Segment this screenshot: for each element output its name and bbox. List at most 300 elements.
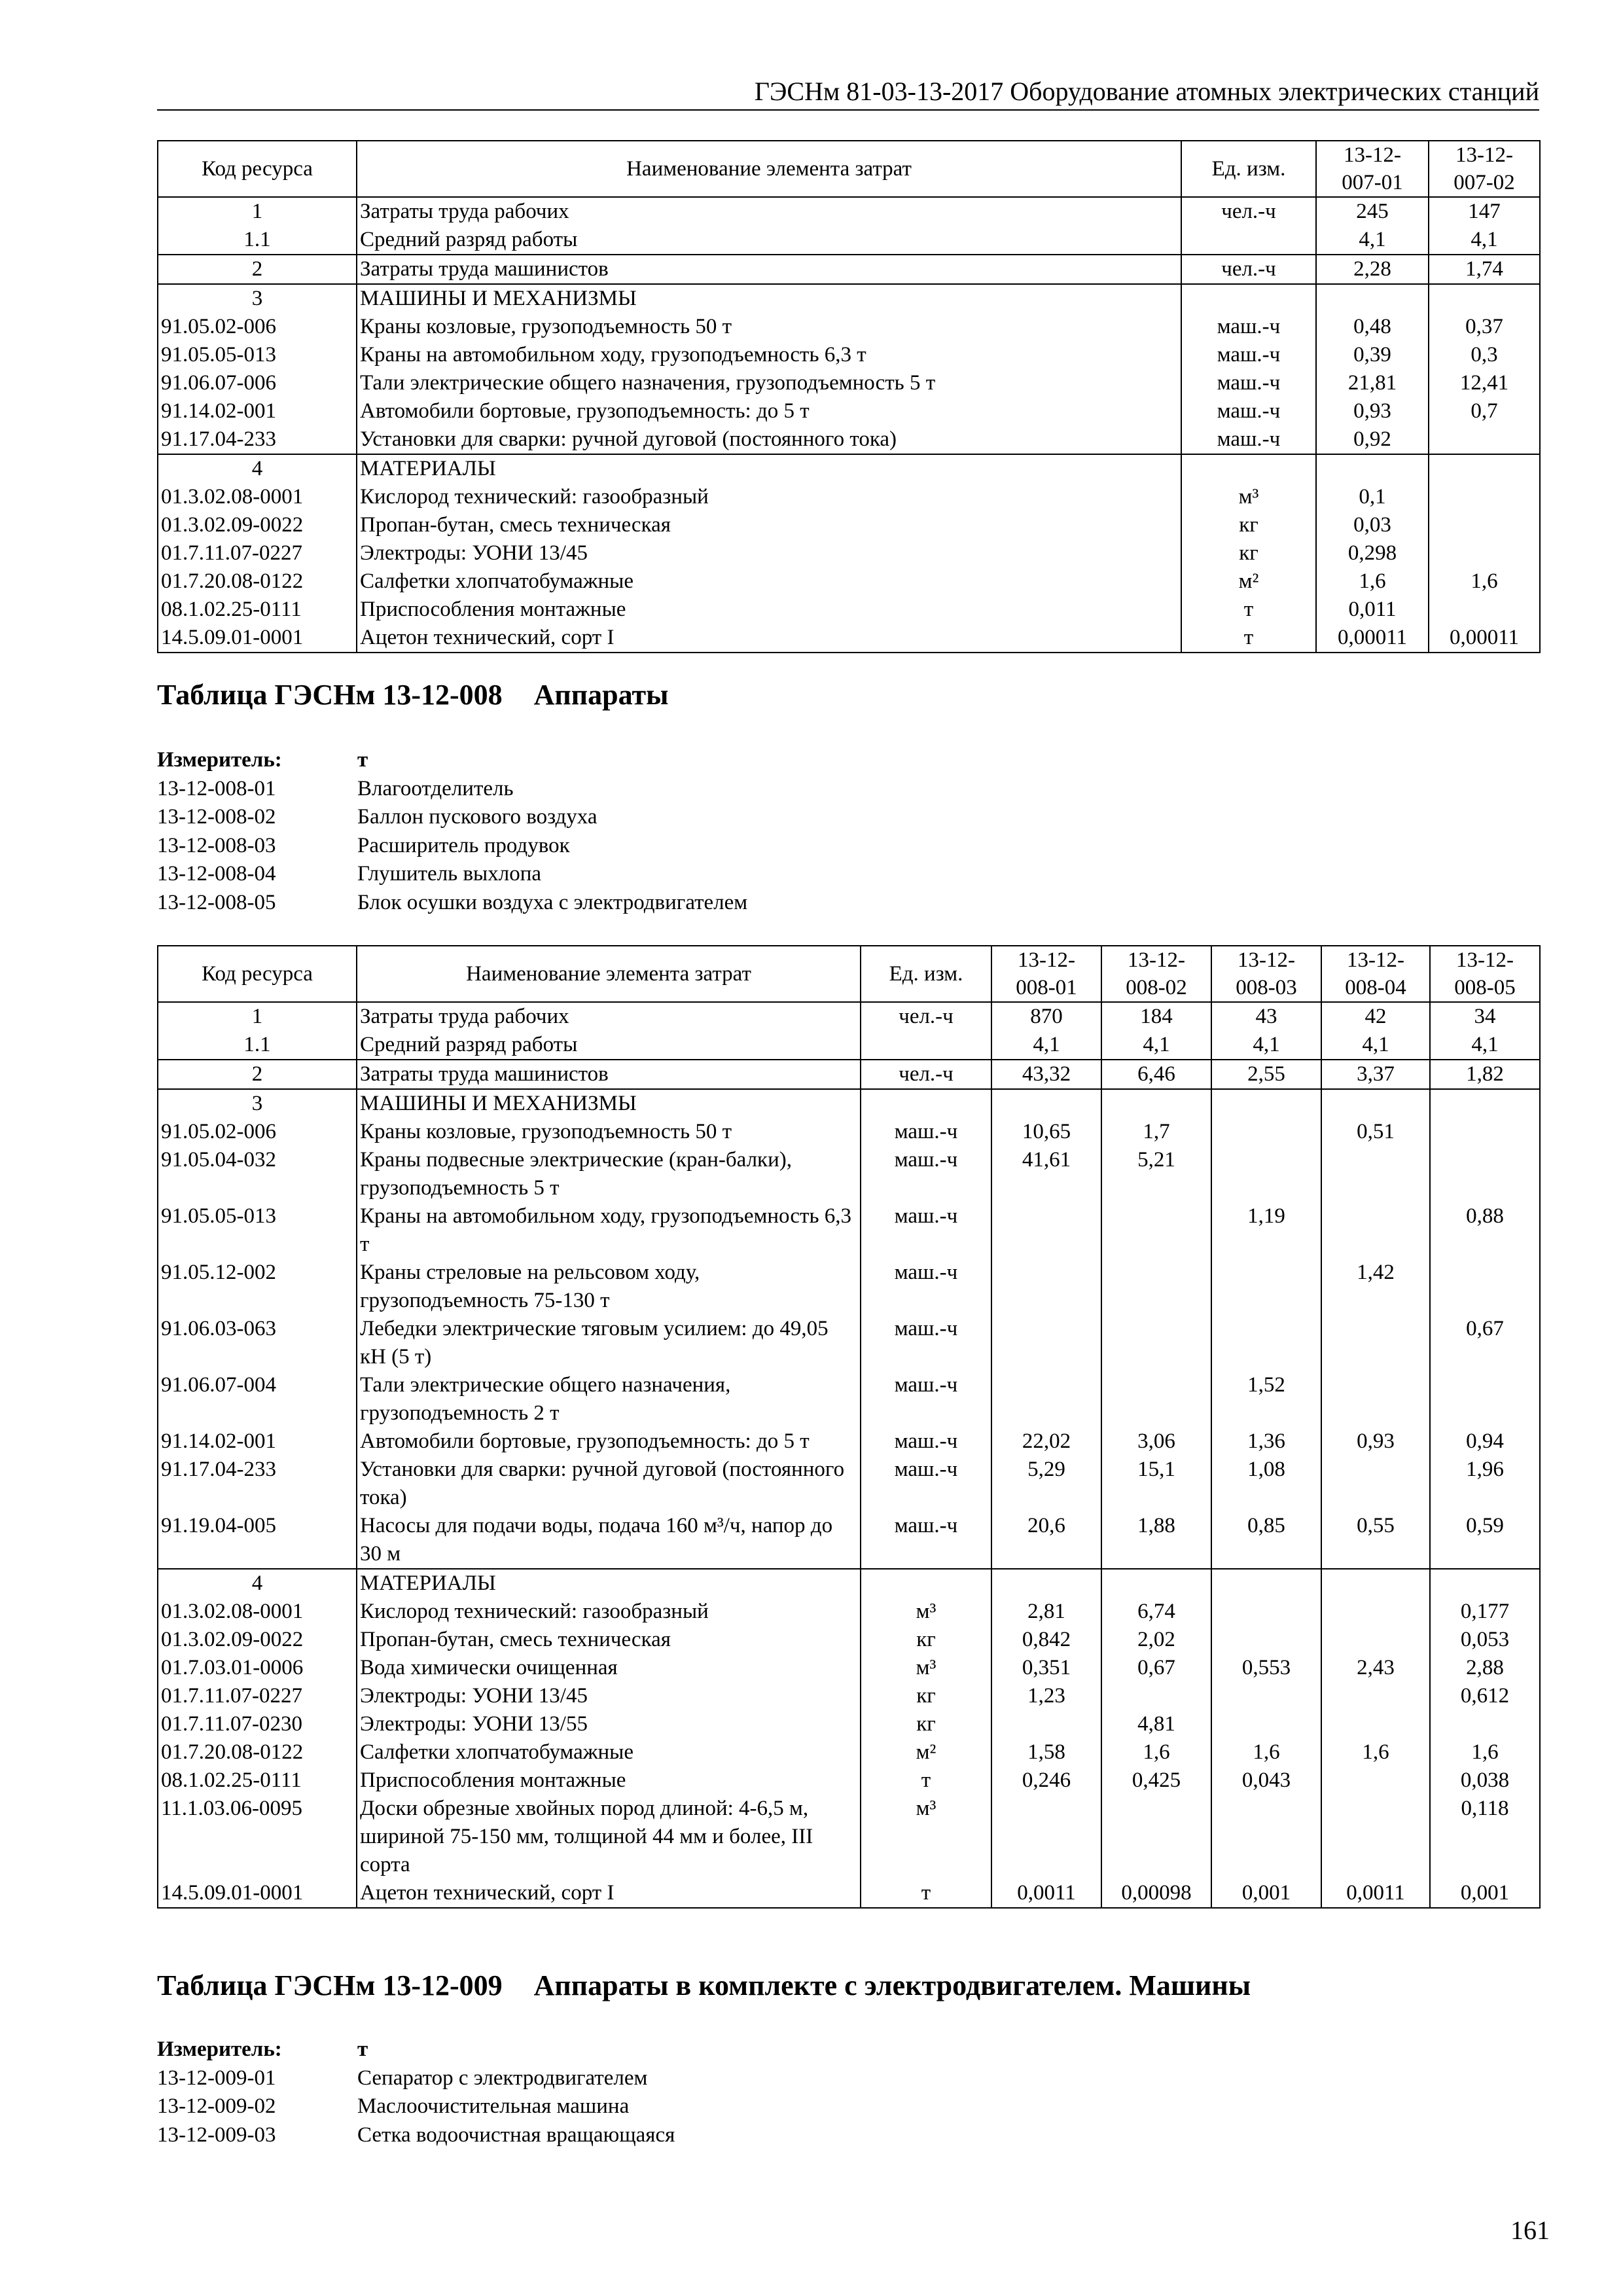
resource-value xyxy=(1211,1682,1321,1710)
table-row xyxy=(158,511,1540,539)
resource-name: Краны козловые, грузоподъемность 50 т xyxy=(357,313,1181,341)
resource-value: 1,6 xyxy=(1430,1738,1540,1767)
measure-item-code: 13-12-008-04 xyxy=(157,862,276,886)
resource-value: 0,39 xyxy=(1316,341,1429,369)
table-row xyxy=(158,1738,1540,1767)
resource-value: 0,00011 xyxy=(1429,624,1540,653)
resource-value: 0,85 xyxy=(1211,1512,1321,1569)
resource-unit: м² xyxy=(861,1738,991,1767)
resource-name: Затраты труда машинистов xyxy=(357,255,1181,284)
resource-value xyxy=(1429,596,1540,624)
table-title-13-12-008 xyxy=(157,678,668,711)
measure-item-code: 13-12-009-01 xyxy=(157,2066,276,2090)
resource-value: 0,001 xyxy=(1211,1879,1321,1908)
table-row xyxy=(158,454,1540,483)
resource-name: Электроды: УОНИ 13/45 xyxy=(357,1682,861,1710)
measure-block-13-12-009 xyxy=(157,2036,675,2149)
table-row xyxy=(158,1259,1540,1315)
resource-unit: т xyxy=(1181,596,1316,624)
table-title-name: Аппараты в комплекте с электродвигателем. Машины xyxy=(533,1969,1251,2001)
table-row xyxy=(158,1710,1540,1738)
table-row xyxy=(158,1118,1540,1146)
column-header: Наименование элемента затрат xyxy=(357,946,861,1002)
resource-value xyxy=(1321,1315,1430,1371)
measure-block-13-12-008 xyxy=(157,746,747,917)
resource-code: 11.1.03.06-0095 xyxy=(158,1795,357,1879)
resource-code: 2 xyxy=(158,255,357,284)
resource-unit: чел.-ч xyxy=(1181,197,1316,226)
resource-value: 1,19 xyxy=(1211,1202,1321,1259)
column-header: Наименование элемента затрат xyxy=(357,141,1181,197)
resource-unit xyxy=(1181,454,1316,483)
resource-name: МАТЕРИАЛЫ xyxy=(357,454,1181,483)
resource-value: 0,1 xyxy=(1316,483,1429,511)
resource-value: 0,298 xyxy=(1316,539,1429,567)
resource-value: 4,1 xyxy=(1316,226,1429,255)
resource-unit: маш.-ч xyxy=(861,1315,991,1371)
resource-code: 1 xyxy=(158,197,357,226)
resource-value: 0,246 xyxy=(991,1767,1101,1795)
resource-name: Кислород технический: газообразный xyxy=(357,1598,861,1626)
resource-value: 1,08 xyxy=(1211,1456,1321,1512)
resource-value: 870 xyxy=(991,1002,1101,1031)
resource-unit: кг xyxy=(1181,539,1316,567)
resource-value xyxy=(1316,284,1429,313)
resource-value xyxy=(1430,1089,1540,1118)
resource-value: 0,043 xyxy=(1211,1767,1321,1795)
resource-name: Средний разряд работы xyxy=(357,226,1181,255)
resource-value xyxy=(1430,1371,1540,1427)
resource-value xyxy=(1430,1569,1540,1598)
resource-code: 91.14.02-001 xyxy=(158,1427,357,1456)
resource-value xyxy=(1211,1089,1321,1118)
resource-value: 0,92 xyxy=(1316,425,1429,454)
resource-value xyxy=(1321,1710,1430,1738)
resource-code: 4 xyxy=(158,1569,357,1598)
resource-value xyxy=(1211,1146,1321,1202)
table-row xyxy=(158,1767,1540,1795)
resource-value: 0,37 xyxy=(1429,313,1540,341)
resource-value xyxy=(1101,1089,1211,1118)
table-row xyxy=(158,1202,1540,1259)
table-row xyxy=(158,1795,1540,1879)
resource-value: 5,29 xyxy=(991,1456,1101,1512)
table-row xyxy=(158,567,1540,596)
table-row xyxy=(158,1315,1540,1371)
resource-value xyxy=(1321,1371,1430,1427)
resource-value xyxy=(1211,1795,1321,1879)
resource-name: МАШИНЫ И МЕХАНИЗМЫ xyxy=(357,284,1181,313)
resource-unit xyxy=(1181,226,1316,255)
resource-code: 01.3.02.09-0022 xyxy=(158,1626,357,1654)
resource-name: Электроды: УОНИ 13/55 xyxy=(357,1710,861,1738)
resource-code: 91.17.04-233 xyxy=(158,1456,357,1512)
table-row xyxy=(158,539,1540,567)
resource-unit: кг xyxy=(861,1710,991,1738)
resource-code: 91.05.02-006 xyxy=(158,313,357,341)
resource-unit: маш.-ч xyxy=(861,1512,991,1569)
measure-item xyxy=(157,775,747,804)
table-title-name: Аппараты xyxy=(533,679,669,711)
resource-code: 01.7.03.01-0006 xyxy=(158,1654,357,1682)
resource-value xyxy=(1101,1569,1211,1598)
resource-value: 0,425 xyxy=(1101,1767,1211,1795)
resource-value: 0,51 xyxy=(1321,1118,1430,1146)
resource-code: 91.05.04-032 xyxy=(158,1146,357,1202)
resource-unit: кг xyxy=(1181,511,1316,539)
measure-item-code: 13-12-009-02 xyxy=(157,2094,276,2118)
resource-value: 0,3 xyxy=(1429,341,1540,369)
resource-value: 12,41 xyxy=(1429,369,1540,397)
resource-name: Установки для сварки: ручной дуговой (постоянного тока) xyxy=(357,1456,861,1512)
resource-value: 0,553 xyxy=(1211,1654,1321,1682)
resource-unit: кг xyxy=(861,1626,991,1654)
resource-value: 1,52 xyxy=(1211,1371,1321,1427)
table-row xyxy=(158,284,1540,313)
resource-value: 2,55 xyxy=(1211,1060,1321,1089)
resource-name: Лебедки электрические тяговым усилием: до 49,05 кН (5 т) xyxy=(357,1315,861,1371)
resource-unit: чел.-ч xyxy=(1181,255,1316,284)
resource-value xyxy=(1321,1767,1430,1795)
resource-code: 91.19.04-005 xyxy=(158,1512,357,1569)
resource-value: 1,58 xyxy=(991,1738,1101,1767)
resource-value xyxy=(1321,1795,1430,1879)
resource-value xyxy=(991,1795,1101,1879)
resource-name: Салфетки хлопчатобумажные xyxy=(357,1738,861,1767)
measure-item-code: 13-12-008-05 xyxy=(157,890,276,914)
resource-unit: кг xyxy=(861,1682,991,1710)
resource-unit: м³ xyxy=(861,1654,991,1682)
resource-value: 0,93 xyxy=(1321,1427,1430,1456)
measure-item-name: Расширитель продувок xyxy=(357,833,570,857)
resource-name: Насосы для подачи воды, подача 160 м³/ч, напор до 30 м xyxy=(357,1512,861,1569)
resource-value: 4,1 xyxy=(1211,1031,1321,1060)
resource-value: 0,94 xyxy=(1430,1427,1540,1456)
resource-code: 91.06.07-006 xyxy=(158,369,357,397)
resource-unit: маш.-ч xyxy=(861,1456,991,1512)
resource-value: 21,81 xyxy=(1316,369,1429,397)
measure-item-name: Сепаратор с электродвигателем xyxy=(357,2066,648,2090)
table-row xyxy=(158,1682,1540,1710)
measure-item xyxy=(157,2092,675,2121)
resource-code: 91.17.04-233 xyxy=(158,425,357,454)
measure-item xyxy=(157,803,747,832)
resource-value: 43,32 xyxy=(991,1060,1101,1089)
table-row xyxy=(158,1569,1540,1598)
table-title-number: Таблица ГЭСНм 13-12-008 xyxy=(157,679,503,711)
resource-name: МАШИНЫ И МЕХАНИЗМЫ xyxy=(357,1089,861,1118)
resource-value xyxy=(991,1569,1101,1598)
resource-unit xyxy=(1181,284,1316,313)
resource-unit: маш.-ч xyxy=(861,1259,991,1315)
resource-value xyxy=(1430,1710,1540,1738)
table-row xyxy=(158,226,1540,255)
measure-label: Измеритель: xyxy=(157,748,282,772)
resource-name: Автомобили бортовые, грузоподъемность: до 5 т xyxy=(357,1427,861,1456)
resource-code: 1.1 xyxy=(158,1031,357,1060)
resource-value: 1,6 xyxy=(1316,567,1429,596)
resource-value: 1,7 xyxy=(1101,1118,1211,1146)
table-row xyxy=(158,1654,1540,1682)
resource-value xyxy=(991,1259,1101,1315)
resource-code: 3 xyxy=(158,1089,357,1118)
resource-code: 2 xyxy=(158,1060,357,1089)
resource-unit: маш.-ч xyxy=(861,1202,991,1259)
resource-value xyxy=(1101,1259,1211,1315)
resource-code: 91.14.02-001 xyxy=(158,397,357,425)
table-row xyxy=(158,425,1540,454)
resource-value xyxy=(991,1315,1101,1371)
resource-value xyxy=(991,1089,1101,1118)
measure-item-name: Влагоотделитель xyxy=(357,776,514,800)
resource-name: Тали электрические общего назначения, грузоподъемность 5 т xyxy=(357,369,1181,397)
resource-value xyxy=(1211,1598,1321,1626)
resource-value: 0,88 xyxy=(1430,1202,1540,1259)
column-header: Ед. изм. xyxy=(1181,141,1316,197)
measure-item-name: Маслоочистительная машина xyxy=(357,2094,630,2118)
resource-unit: м² xyxy=(1181,567,1316,596)
table-row xyxy=(158,313,1540,341)
resource-value xyxy=(1321,1682,1430,1710)
resource-code: 01.7.11.07-0227 xyxy=(158,1682,357,1710)
resource-code: 01.3.02.08-0001 xyxy=(158,1598,357,1626)
resource-code: 01.3.02.08-0001 xyxy=(158,483,357,511)
resource-value: 22,02 xyxy=(991,1427,1101,1456)
resource-code: 91.05.05-013 xyxy=(158,341,357,369)
resource-value: 4,1 xyxy=(1321,1031,1430,1060)
resource-name: Тали электрические общего назначения, грузоподъемность 2 т xyxy=(357,1371,861,1427)
resource-value: 0,177 xyxy=(1430,1598,1540,1626)
table-row xyxy=(158,624,1540,653)
table-row xyxy=(158,1060,1540,1089)
resource-value: 0,053 xyxy=(1430,1626,1540,1654)
resource-value xyxy=(1211,1710,1321,1738)
resource-value xyxy=(1430,1118,1540,1146)
table-row xyxy=(158,1598,1540,1626)
resource-value xyxy=(1429,539,1540,567)
resource-value: 0,00098 xyxy=(1101,1879,1211,1908)
resource-value: 4,1 xyxy=(991,1031,1101,1060)
resource-unit: т xyxy=(861,1767,991,1795)
measure-item-name: Сетка водоочистная вращающаяся xyxy=(357,2123,675,2147)
resource-unit xyxy=(861,1089,991,1118)
resource-value: 0,93 xyxy=(1316,397,1429,425)
table-row xyxy=(158,596,1540,624)
resource-value: 0,612 xyxy=(1430,1682,1540,1710)
resource-unit: м³ xyxy=(861,1795,991,1879)
resource-code: 01.3.02.09-0022 xyxy=(158,511,357,539)
resource-name: Пропан-бутан, смесь техническая xyxy=(357,511,1181,539)
resource-name: Краны на автомобильном ходу, грузоподъемность 6,3 т xyxy=(357,1202,861,1259)
resource-value: 41,61 xyxy=(991,1146,1101,1202)
resource-value: 0,00011 xyxy=(1316,624,1429,653)
resource-value: 0,48 xyxy=(1316,313,1429,341)
column-header: 13-12- 007-01 xyxy=(1316,141,1429,197)
resource-value: 0,842 xyxy=(991,1626,1101,1654)
resource-value: 0,351 xyxy=(991,1654,1101,1682)
resource-value xyxy=(1321,1146,1430,1202)
running-header: ГЭСНм 81-03-13-2017 Оборудование атомных электрических станций xyxy=(157,76,1539,111)
measure-label: Измеритель: xyxy=(157,2037,282,2061)
resource-value xyxy=(1101,1795,1211,1879)
resource-name: Установки для сварки: ручной дуговой (постоянного тока) xyxy=(357,425,1181,454)
resource-unit: т xyxy=(861,1879,991,1908)
resource-value: 0,59 xyxy=(1430,1512,1540,1569)
table-row xyxy=(158,1146,1540,1202)
resource-value: 0,011 xyxy=(1316,596,1429,624)
table-title-13-12-009 xyxy=(157,1969,1251,2002)
column-header: 13-12- 008-02 xyxy=(1101,946,1211,1002)
resource-value: 34 xyxy=(1430,1002,1540,1031)
resource-value: 0,0011 xyxy=(1321,1879,1430,1908)
resource-unit: маш.-ч xyxy=(861,1118,991,1146)
table-header-row xyxy=(158,946,1540,1002)
resource-value: 3,06 xyxy=(1101,1427,1211,1456)
resource-unit: м³ xyxy=(1181,483,1316,511)
resource-code: 14.5.09.01-0001 xyxy=(158,624,357,653)
resource-value xyxy=(1211,1569,1321,1598)
resource-value xyxy=(1429,483,1540,511)
table-row xyxy=(158,255,1540,284)
table-row xyxy=(158,1371,1540,1427)
resource-value: 1,6 xyxy=(1211,1738,1321,1767)
resource-unit: маш.-ч xyxy=(861,1146,991,1202)
resource-value xyxy=(1101,1315,1211,1371)
resource-unit: маш.-ч xyxy=(861,1427,991,1456)
resource-name: Приспособления монтажные xyxy=(357,1767,861,1795)
resource-code: 08.1.02.25-0111 xyxy=(158,1767,357,1795)
resource-value xyxy=(991,1710,1101,1738)
resource-name: МАТЕРИАЛЫ xyxy=(357,1569,861,1598)
resource-value xyxy=(991,1202,1101,1259)
resource-value: 1,36 xyxy=(1211,1427,1321,1456)
resource-name: Краны на автомобильном ходу, грузоподъемность 6,3 т xyxy=(357,341,1181,369)
resource-value: 3,37 xyxy=(1321,1060,1430,1089)
resource-value xyxy=(1430,1259,1540,1315)
table-row xyxy=(158,1427,1540,1456)
resource-value: 1,74 xyxy=(1429,255,1540,284)
resource-value: 6,74 xyxy=(1101,1598,1211,1626)
resource-name: Автомобили бортовые, грузоподъемность: до 5 т xyxy=(357,397,1181,425)
resource-name: Краны подвесные электрические (кран-балки), грузоподъемность 5 т xyxy=(357,1146,861,1202)
resource-name: Средний разряд работы xyxy=(357,1031,861,1060)
resource-value xyxy=(1321,1626,1430,1654)
measure-item-name: Баллон пускового воздуха xyxy=(357,805,597,829)
resource-value: 15,1 xyxy=(1101,1456,1211,1512)
resource-value: 0,038 xyxy=(1430,1767,1540,1795)
resource-value: 10,65 xyxy=(991,1118,1101,1146)
resource-value: 4,1 xyxy=(1429,226,1540,255)
resource-value: 43 xyxy=(1211,1002,1321,1031)
resource-value: 0,7 xyxy=(1429,397,1540,425)
resource-value xyxy=(1321,1598,1430,1626)
table-row xyxy=(158,369,1540,397)
resource-name: Затраты труда рабочих xyxy=(357,197,1181,226)
resource-code: 1 xyxy=(158,1002,357,1031)
resource-value: 2,81 xyxy=(991,1598,1101,1626)
resource-name: Электроды: УОНИ 13/45 xyxy=(357,539,1181,567)
resource-code: 01.7.11.07-0227 xyxy=(158,539,357,567)
table-row xyxy=(158,397,1540,425)
resource-name: Затраты труда рабочих xyxy=(357,1002,861,1031)
measure-item-code: 13-12-009-03 xyxy=(157,2123,276,2147)
measure-item xyxy=(157,2064,675,2093)
column-header: Код ресурса xyxy=(158,141,357,197)
resource-value xyxy=(1429,511,1540,539)
resource-value xyxy=(1430,1146,1540,1202)
resource-value: 184 xyxy=(1101,1002,1211,1031)
table-row xyxy=(158,483,1540,511)
measure-item xyxy=(157,2121,675,2150)
resource-value xyxy=(1211,1315,1321,1371)
resource-name: Доски обрезные хвойных пород длиной: 4-6,5 м, шириной 75-150 мм, толщиной 44 мм и более, III сорта xyxy=(357,1795,861,1879)
resource-name: Вода химически очищенная xyxy=(357,1654,861,1682)
resource-value: 0,03 xyxy=(1316,511,1429,539)
measure-item-code: 13-12-008-03 xyxy=(157,833,276,857)
measure-item xyxy=(157,889,747,918)
resource-name: Краны стреловые на рельсовом ходу, грузоподъемность 75-130 т xyxy=(357,1259,861,1315)
table-row xyxy=(158,1002,1540,1031)
resource-name: Затраты труда машинистов xyxy=(357,1060,861,1089)
resource-value: 1,6 xyxy=(1101,1738,1211,1767)
resource-value: 147 xyxy=(1429,197,1540,226)
resource-value: 1,6 xyxy=(1429,567,1540,596)
resource-value: 1,23 xyxy=(991,1682,1101,1710)
resource-value: 0,001 xyxy=(1430,1879,1540,1908)
resource-code: 3 xyxy=(158,284,357,313)
resource-value: 4,1 xyxy=(1101,1031,1211,1060)
resource-code: 91.05.12-002 xyxy=(158,1259,357,1315)
resource-value: 5,21 xyxy=(1101,1146,1211,1202)
resource-value: 0,67 xyxy=(1101,1654,1211,1682)
resource-value xyxy=(1429,425,1540,454)
resource-unit: маш.-ч xyxy=(1181,397,1316,425)
resource-value: 6,46 xyxy=(1101,1060,1211,1089)
measure-item-name: Блок осушки воздуха с электродвигателем xyxy=(357,890,748,914)
table-title-number: Таблица ГЭСНм 13-12-009 xyxy=(157,1969,503,2001)
resource-unit: чел.-ч xyxy=(861,1002,991,1031)
resource-value: 4,1 xyxy=(1430,1031,1540,1060)
resource-value xyxy=(1101,1202,1211,1259)
resource-value xyxy=(1316,454,1429,483)
resource-code: 91.05.02-006 xyxy=(158,1118,357,1146)
resource-name: Пропан-бутан, смесь техническая xyxy=(357,1626,861,1654)
resource-value xyxy=(1101,1371,1211,1427)
table-row xyxy=(158,1879,1540,1908)
resource-code: 01.7.20.08-0122 xyxy=(158,1738,357,1767)
resource-name: Кислород технический: газообразный xyxy=(357,483,1181,511)
column-header: Код ресурса xyxy=(158,946,357,1002)
resource-value: 1,42 xyxy=(1321,1259,1430,1315)
resource-table-13-12-007 xyxy=(157,140,1541,653)
resource-unit: маш.-ч xyxy=(1181,313,1316,341)
resource-value: 1,96 xyxy=(1430,1456,1540,1512)
resource-code: 1.1 xyxy=(158,226,357,255)
resource-value xyxy=(1211,1259,1321,1315)
resource-value xyxy=(991,1371,1101,1427)
measure-unit: т xyxy=(357,748,368,772)
measure-item-name: Глушитель выхлопа xyxy=(357,862,541,886)
resource-value xyxy=(1429,454,1540,483)
measure-unit: т xyxy=(357,2037,368,2061)
resource-value: 1,6 xyxy=(1321,1738,1430,1767)
column-header: Ед. изм. xyxy=(861,946,991,1002)
resource-value: 4,81 xyxy=(1101,1710,1211,1738)
resource-value: 2,28 xyxy=(1316,255,1429,284)
resource-unit xyxy=(861,1569,991,1598)
table-row xyxy=(158,1512,1540,1569)
column-header: 13-12- 008-03 xyxy=(1211,946,1321,1002)
